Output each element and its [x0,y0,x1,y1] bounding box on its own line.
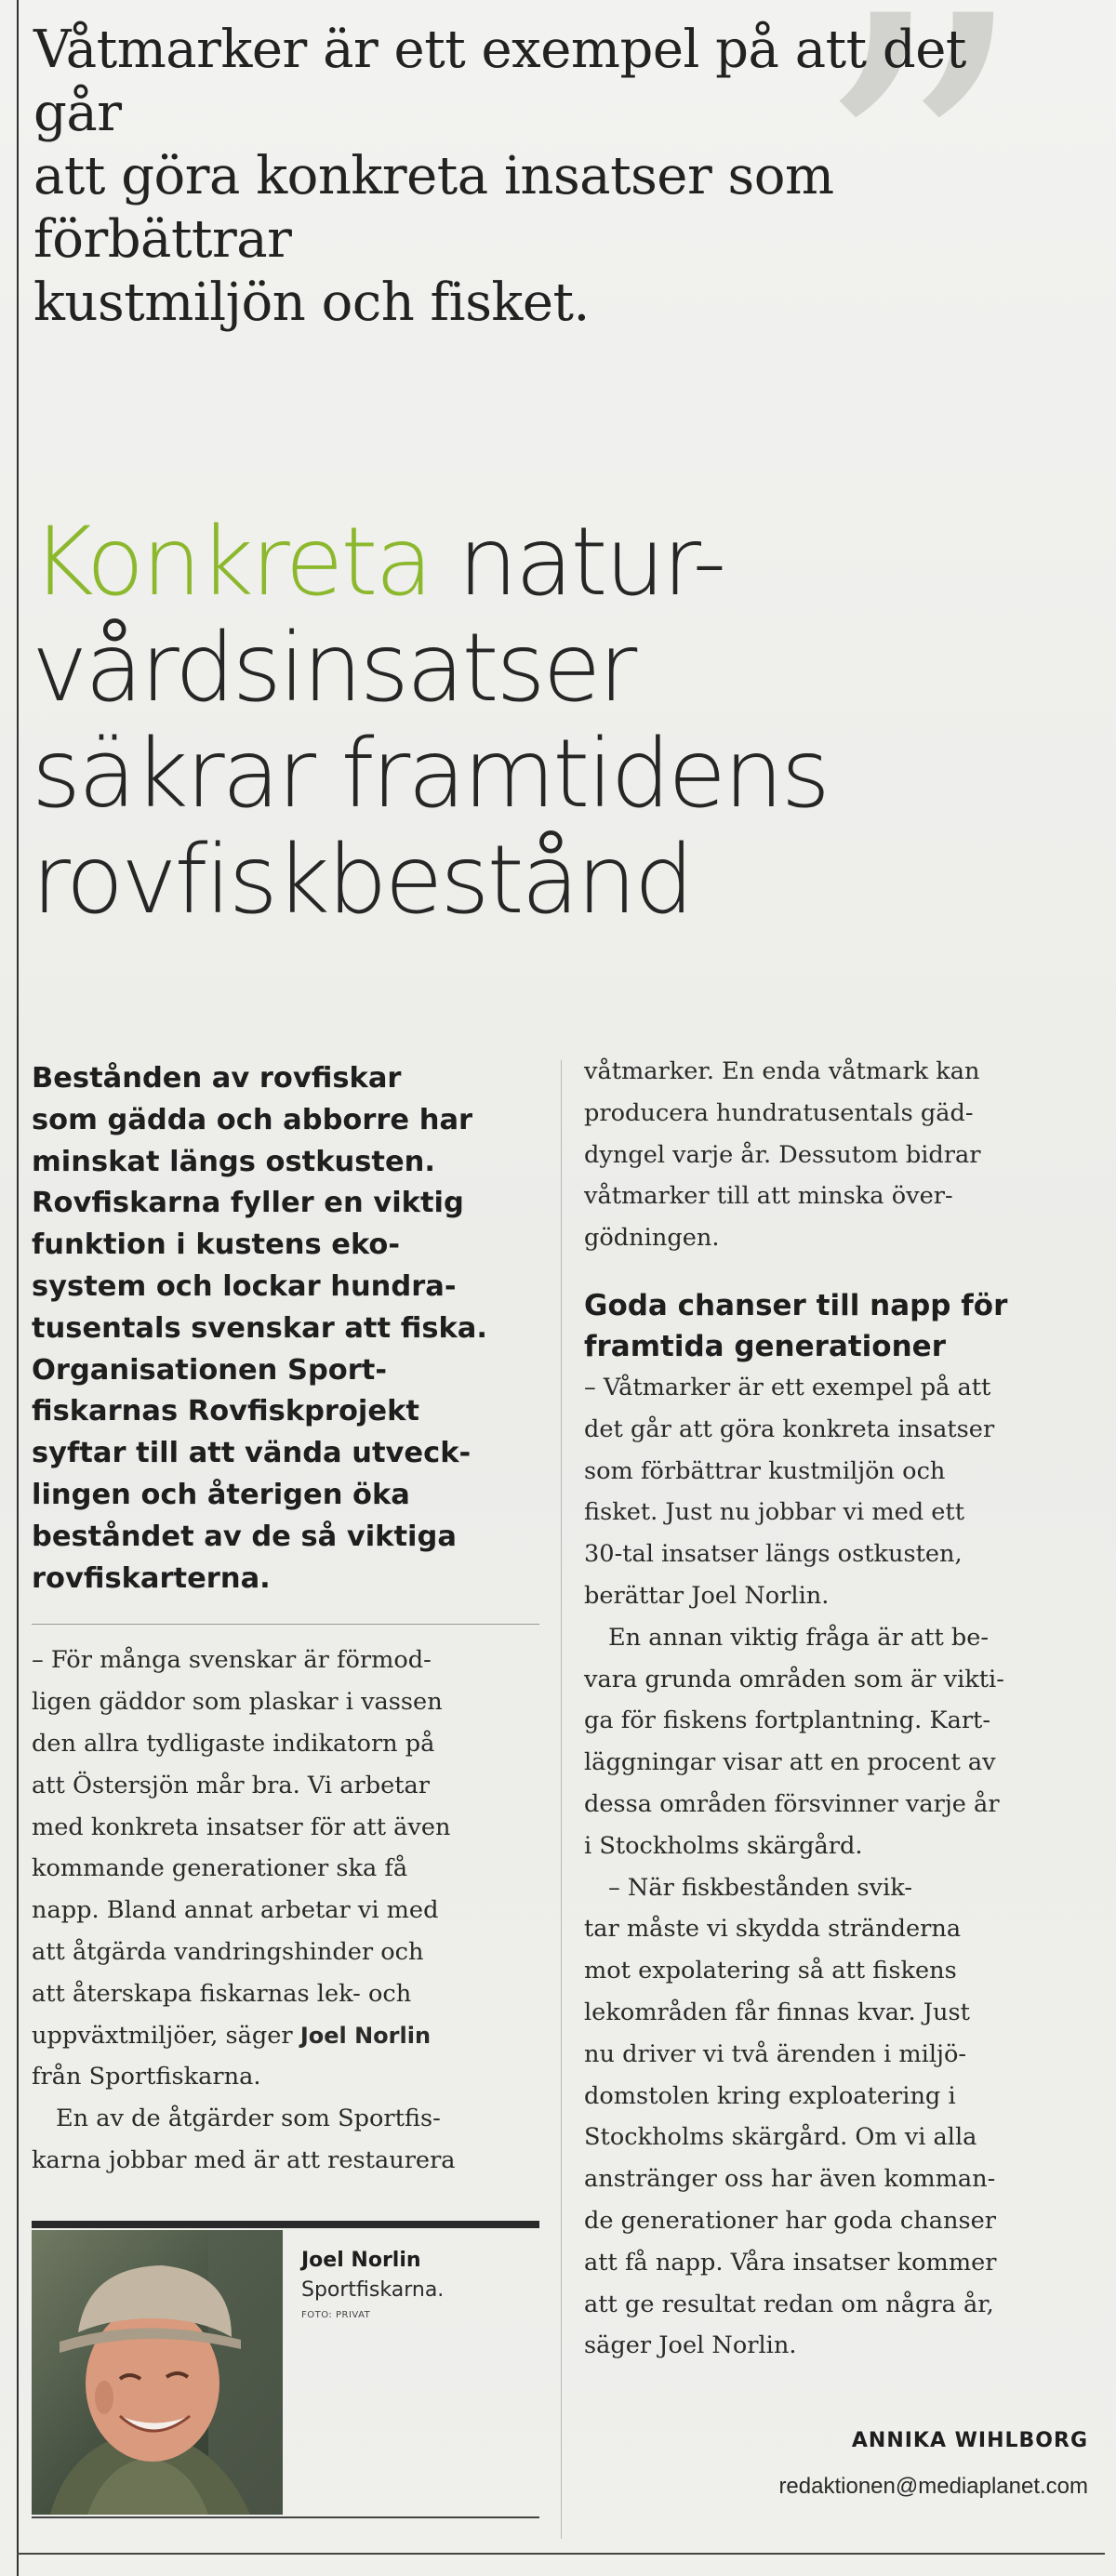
right-column [584,1058,1092,2367]
headline-line-3: säkrar framtidens [32,719,828,830]
body-line: tar måste vi skydda stränderna [584,1915,962,1944]
body-line: – När fiskbestånden svik- [608,1873,912,1902]
lede-line: Bestånden av rovfiskar [32,1062,402,1095]
contact-email[interactable]: redaktionen@mediaplanet.com [778,2474,1088,2499]
body-line: att Östersjön mår bra. Vi arbetar [32,1771,431,1799]
body-line: läggningar visar att en procent av [584,1748,996,1777]
body-line: nu driver vi två ärenden i miljö- [584,2039,967,2068]
lede-divider [32,1624,539,1625]
body-line: domstolen kring exploatering i [584,2081,956,2110]
body-text-fragment: uppväxtmiljöer, säger [32,2021,300,2050]
body-line: berättar Joel Norlin. [584,1581,830,1610]
lede-line: syftar till att vända utveck- [32,1437,472,1470]
body-left-paragraph-2 [32,2098,539,2182]
lede-line: tusentals svenskar att fiska. [32,1311,487,1345]
body-line: att återskapa fiskarnas lek- och [32,1979,412,2008]
body-line: ga för fiskens fortplantning. Kart- [584,1706,990,1735]
lede-line: funktion i kustens eko- [32,1228,401,1262]
body-line: våtmarker till att minska över- [584,1182,953,1211]
quoted-person-name: Joel Norlin [299,2022,432,2049]
body-line: de generationer har goda chanser [584,2206,996,2235]
subheading-line: framtida generationer [584,1329,946,1363]
body-line: våtmarker. En enda våtmark kan [584,1057,980,1085]
body-right-paragraph-1 [584,1051,1092,1259]
body-line: att ge resultat redan om några år, [584,2290,994,2318]
lede-line: Rovfiskarna fyller en viktig [32,1187,464,1220]
author-byline: ANNIKA WIHLBORG [851,2429,1088,2452]
body-line: som förbättrar kustmiljön och [584,1456,946,1485]
body-line: dyngel varje år. Dessutom bidrar [584,1140,981,1169]
body-line: kommande generationer ska få [32,1854,408,1883]
pull-quote-line: Våtmarker är ett exempel på att det går [33,20,966,143]
body-line: karna jobbar med är att restaurera [32,2145,456,2174]
caption-organization: Sportfiskarna. [301,2278,445,2302]
body-line: det går att göra konkreta insatser [584,1414,995,1443]
body-line: – För många svenskar är förmod- [32,1646,432,1675]
photo-bottom-rule [32,2516,539,2518]
headline-line-1 [32,507,1055,617]
left-column [32,1058,539,2182]
lede-line: system och lockar hundra- [32,1269,457,1303]
body-line: Stockholms skärgård. Om vi alla [584,2123,977,2152]
headline-line-4: rovfiskbestånd [32,825,692,936]
body-line: gödningen. [584,1224,720,1253]
headline-line-2: vårdsinsatser [32,613,635,724]
subheading [584,1285,1092,1367]
body-line: ligen gäddor som plaskar i vassen [32,1688,443,1717]
lede-paragraph [32,1058,539,1600]
lede-line: rovfiskarterna. [32,1561,271,1595]
quote-mark-icon: ” [809,0,1029,425]
pull-quote-line: kustmiljön och fisket. [33,272,590,333]
photo-top-rule [32,2221,539,2228]
body-line: i Stockholms skärgård. [584,1831,863,1860]
headline-line-1-rest: natur- [430,507,724,617]
portrait-photo [32,2230,283,2515]
lede-line: minskat längs ostkusten. [32,1145,435,1178]
body-line: från Sportfiskarna. [32,2063,261,2091]
headline [32,507,1055,936]
body-line: fisket. Just nu jobbar vi med ett [584,1498,964,1527]
pull-quote [33,19,1019,335]
body-line: producera hundratusentals gäd- [584,1098,974,1127]
caption-name: Joel Norlin [301,2249,421,2272]
body-line: vara grunda områden som är vikti- [584,1665,1004,1693]
body-line: En annan viktig fråga är att be- [608,1623,990,1652]
author-photo-block [32,2221,539,2528]
body-line: lekområden får finnas kvar. Just [584,1998,970,2026]
body-line: En av de åtgärder som Sportfis- [56,2105,441,2133]
body-line: den allra tydligaste indikatorn på [32,1729,435,1758]
lede-line: lingen och återigen öka [32,1478,410,1511]
body-left-paragraph-1 [32,1640,539,2098]
subheading-line: Goda chanser till napp för [584,1288,1008,1322]
photo-credit: FOTO: PRIVAT [301,2310,371,2320]
body-line: – Våtmarker är ett exempel på att [584,1373,991,1401]
column-divider [561,1060,562,2539]
body-line: att åtgärda vandringshinder och [32,1937,424,1966]
body-line: napp. Bland annat arbetar vi med [32,1896,439,1925]
body-line: mot expolatering så att fiskens [584,1957,957,1985]
body-right-paragraph-2 [584,1367,1092,1617]
body-line: säger Joel Norlin. [584,2331,797,2360]
body-right-paragraph-3 [584,1617,1092,1867]
lede-line: Organisationen Sport- [32,1353,388,1387]
headline-accent-word: Konkreta [32,507,431,617]
lede-line: fiskarnas Rovfiskprojekt [32,1395,419,1428]
bottom-rule [17,2553,1105,2555]
body-right-paragraph-4 [584,1867,1092,2368]
body-line: anstränger oss har även komman- [584,2165,996,2194]
body-line: 30-tal insatser längs ostkusten, [584,1540,963,1569]
body-line: dessa områden försvinner varje år [584,1789,1000,1818]
lede-line: beståndet av de så viktiga [32,1520,457,1553]
body-line: med konkreta insatser för att även [32,1812,451,1841]
body-line: att få napp. Våra insatser kommer [584,2248,997,2277]
portrait-illustration [32,2230,283,2515]
body-line [32,2015,539,2057]
lede-line: som gädda och abborre har [32,1103,473,1136]
left-column-rule [17,0,19,2576]
pull-quote-line: att göra konkreta insatser som förbättrar [33,146,834,270]
